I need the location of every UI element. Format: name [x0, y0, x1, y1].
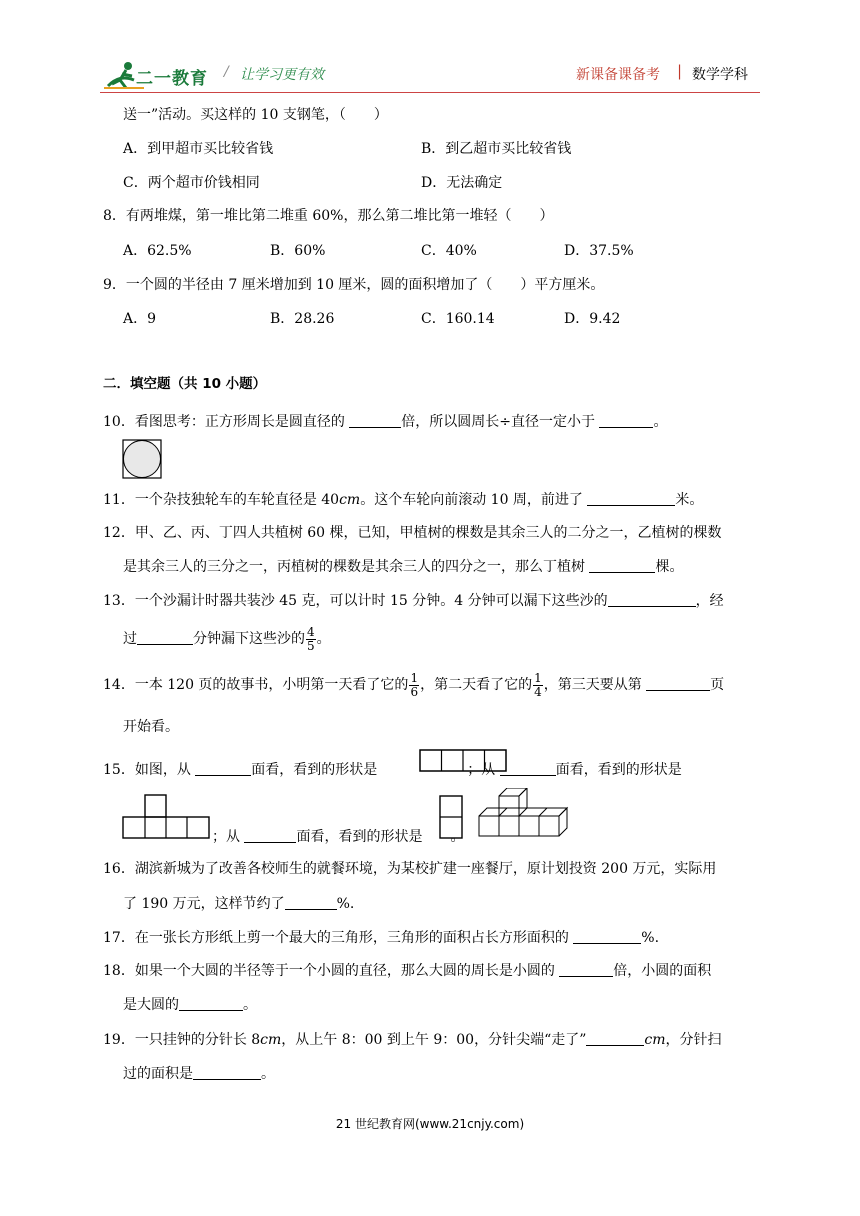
q16-blank[interactable] [285, 896, 337, 910]
q7-option-c[interactable]: C．两个超市价钱相同 [123, 175, 260, 191]
q18-line2: 是大圆的 。 [123, 997, 257, 1013]
q15-line2: ；从 面看，看到的形状是 。 [212, 829, 465, 845]
q12-line2: 是其余三人的三分之一，丙植树的棵数是其余三人的四分之一，那么丁植树 棵。 [123, 559, 684, 575]
q10-stem: 10．看图思考：正方形周长是圆直径的 倍，所以圆周长÷直径一定小于 。 [103, 414, 668, 430]
header-slogan: 让学习更有效 [240, 67, 324, 83]
q8-stem: 8．有两堆煤，第一堆比第二堆重 60%，那么第二堆比第一堆轻（ ） [103, 208, 554, 224]
q17-blank[interactable] [573, 930, 641, 944]
q18-blank-1[interactable] [559, 963, 613, 977]
q14-fraction-2: $\frac{1}{4}$ [534, 671, 542, 699]
q9-option-a[interactable]: A．9 [123, 311, 157, 327]
q11-blank[interactable] [587, 492, 675, 506]
header-slash: / [224, 64, 229, 80]
header-divider [100, 92, 760, 93]
q13-line1: 13．一个沙漏计时器共装沙 45 克，可以计时 15 分钟。4 分钟可以漏下这些沙的 ，经 [103, 593, 724, 609]
q18-line1: 18．如果一个大圆的半径等于一个小圆的直径，那么大圆的周长是小圆的 倍，小圆的面积 [103, 963, 712, 979]
view-t-shape [122, 794, 212, 840]
q9-option-b[interactable]: B．28.26 [270, 311, 335, 327]
square-circle-figure [122, 439, 164, 479]
q17-stem: 17．在一张长方形纸上剪一个最大的三角形，三角形的面积占长方形面积的 %. [103, 930, 660, 946]
header-subject: 数学学科 [692, 67, 748, 83]
q7-continuation: 送一”活动。买这样的 10 支钢笔，（ ） [123, 107, 388, 123]
q8-option-c[interactable]: C．40% [421, 243, 477, 259]
q7-option-d[interactable]: D．无法确定 [421, 175, 503, 191]
footer-text: 21 世纪教育网(www.21cnjy.com) [335, 1117, 525, 1131]
q15-blank-3[interactable] [244, 829, 296, 843]
q14-fraction-1: $\frac{1}{6}$ [410, 671, 419, 699]
q19-line1: 19．一只挂钟的分针长 8cm，从上午 8：00 到上午 9：00，分针尖端“走了” cm，分针扫 [103, 1032, 722, 1048]
section-title: 二．填空题（共 10 小题） [103, 376, 267, 392]
q13-blank-2[interactable] [137, 631, 193, 645]
q19-blank-2[interactable] [193, 1066, 261, 1080]
q14-line2: 开始看。 [123, 719, 179, 735]
q13-fraction: $\frac{4}{5}$ [307, 625, 315, 653]
q12-blank[interactable] [589, 559, 655, 573]
q9-option-d[interactable]: D．9.42 [564, 311, 621, 327]
q7-option-b[interactable]: B．到乙超市买比较省钱 [421, 141, 572, 157]
header-right-label: 新课备课备考 [576, 67, 660, 83]
q7-option-a[interactable]: A．到甲超市买比较省钱 [123, 141, 274, 157]
q11-stem: 11．一个杂技独轮车的车轮直径是 40cm。这个车轮向前滚动 10 周，前进了 米。 [103, 492, 704, 508]
q15-blank-1[interactable] [195, 762, 251, 776]
q14-line1: 14．一本 120 页的故事书，小明第一天看了它的 $\frac{1}{6}$ ，第二天看了它的 $\frac{1}{4}$ ，第三天要从第 页 [103, 671, 725, 699]
q10-blank-1[interactable] [349, 414, 401, 428]
q9-stem: 9．一个圆的半径由 7 厘米增加到 10 厘米，圆的面积增加了（ ）平方厘米。 [103, 277, 605, 293]
q15-line1: 15．如图，从 面看，看到的形状是 ；从 面看，看到的形状是 [103, 762, 682, 778]
q9-option-c[interactable]: C．160.14 [421, 311, 495, 327]
q12-line1: 12．甲、乙、丙、丁四人共植树 60 棵，已知，甲植树的棵数是其余三人的二分之一，乙植树的棵数 [103, 525, 722, 541]
header-separator: | [677, 62, 683, 80]
q19-line2: 过的面积是 。 [123, 1066, 275, 1082]
q8-option-a[interactable]: A．62.5% [123, 243, 192, 259]
q8-option-b[interactable]: B．60% [270, 243, 326, 259]
q16-line1: 16．湖滨新城为了改善各校师生的就餐环境，为某校扩建一座餐厅，原计划投资 200 万元，实际用 [103, 861, 717, 877]
q10-blank-2[interactable] [599, 414, 653, 428]
q13-blank-1[interactable] [608, 593, 696, 607]
cube-solid-figure [478, 788, 574, 840]
q16-line2: 了 190 万元，这样节约了 %. [123, 896, 355, 912]
q13-line2: 过 分钟漏下这些沙的 $\frac{4}{5}$ 。 [123, 625, 331, 653]
q14-blank[interactable] [646, 677, 710, 691]
view-two-stack [439, 795, 465, 841]
q18-blank-2[interactable] [179, 997, 243, 1011]
logo-text: 二一教育 [136, 69, 208, 89]
q8-option-d[interactable]: D．37.5% [564, 243, 634, 259]
view-four-in-row [419, 749, 509, 773]
q19-blank-1[interactable] [586, 1032, 644, 1046]
